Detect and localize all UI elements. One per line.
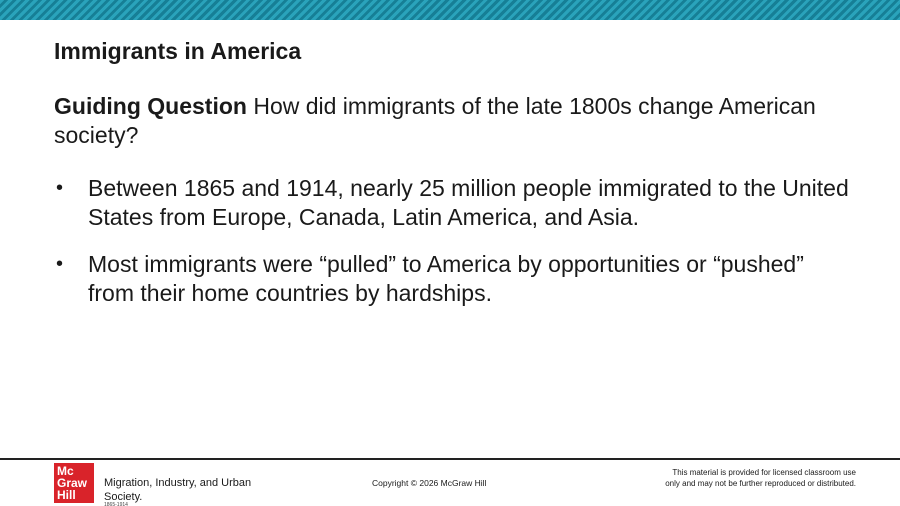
guiding-question [54, 92, 834, 150]
guiding-question-label: Guiding Question [54, 93, 247, 119]
copyright-text: Copyright © 2026 McGraw Hill [372, 478, 487, 488]
bullet-marker: • [56, 177, 64, 199]
guiding-question-text: How did immigrants of the late 1800s change American society? [54, 93, 816, 148]
bullet-marker: • [56, 253, 64, 275]
bullet-list [54, 174, 854, 326]
logo-line: Hill [57, 488, 76, 502]
course-title: Migration, Industry, and Urban Society. [104, 477, 252, 503]
top-decorative-band [0, 0, 900, 20]
logo-line: Mc [57, 464, 74, 478]
logo-line: Graw [57, 476, 88, 490]
course-subtitle: 1865-1914 [104, 502, 128, 506]
bullet-text: Most immigrants were “pulled” to America by opportunities or “pushed” from their home countries by hardships. [88, 251, 804, 306]
bullet-item [54, 174, 854, 232]
slide-title: Immigrants in America [54, 38, 302, 64]
license-notice: This material is provided for licensed classroom use only and may not be further reproduced or distributed. [665, 468, 856, 488]
bullet-text: Between 1865 and 1914, nearly 25 million people immigrated to the United States from Europe, Canada, Latin America, and Asia. [88, 175, 849, 230]
bullet-item [54, 250, 854, 308]
footer-divider [0, 458, 900, 460]
mcgraw-hill-logo [54, 463, 94, 503]
